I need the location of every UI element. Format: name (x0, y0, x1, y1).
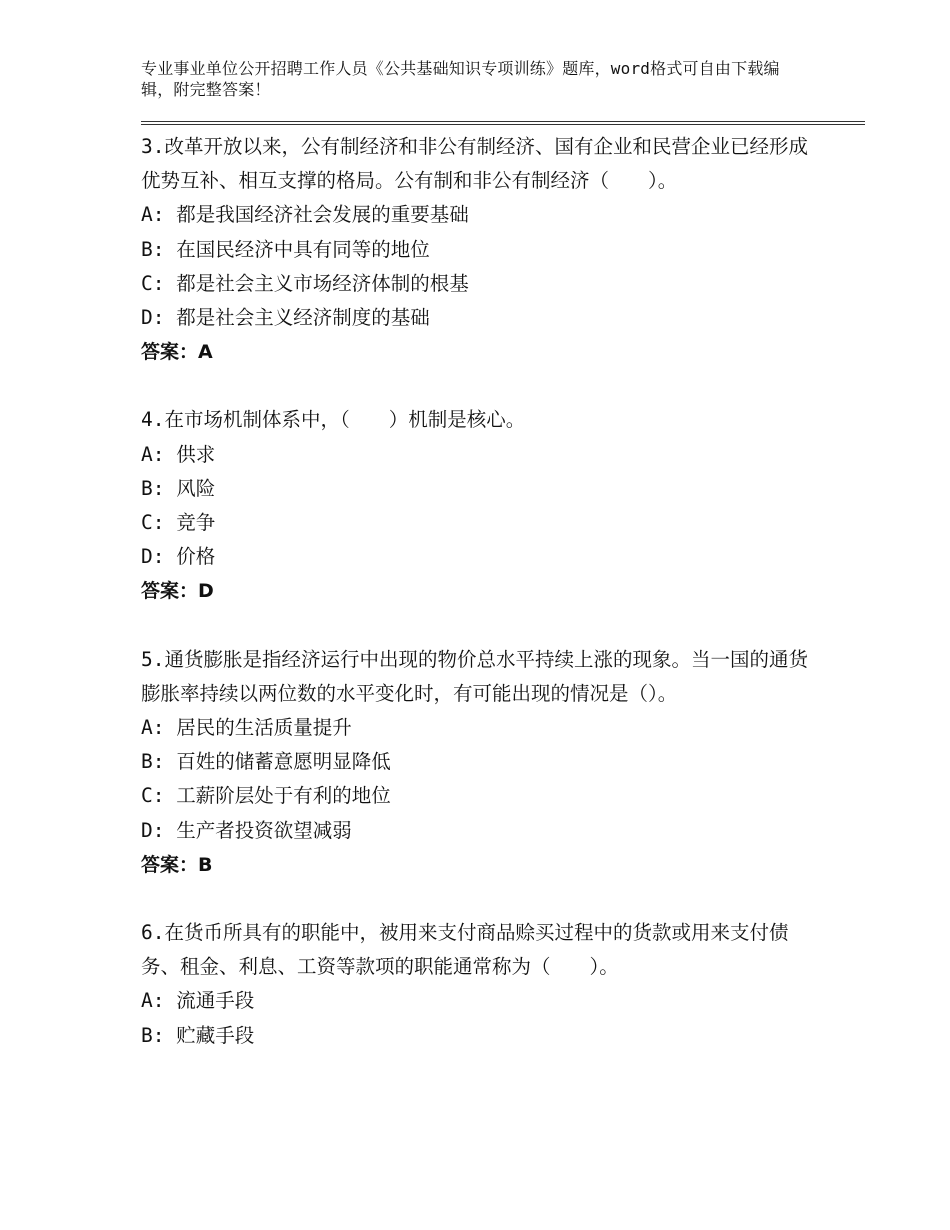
option-a: A: 居民的生活质量提升 (141, 716, 352, 740)
option-d: D: 价格 (141, 545, 216, 569)
option-a: A: 流通手段 (141, 989, 255, 1013)
question-list (141, 130, 811, 1087)
option-b: B: 贮藏手段 (141, 1023, 255, 1047)
header-divider-bottom (141, 124, 865, 125)
option-d: D: 生产者投资欲望减弱 (141, 818, 352, 842)
question-4 (141, 403, 811, 608)
question-5 (141, 643, 811, 882)
option-a: A: 供求 (141, 442, 216, 466)
answer-line: 答案：B (141, 853, 213, 876)
option-b: B: 在国民经济中具有同等的地位 (141, 237, 430, 261)
option-b: B: 百姓的储蓄意愿明显降低 (141, 750, 391, 774)
option-c: C: 竞争 (141, 511, 216, 535)
question-stem: 6.在货币所具有的职能中，被用来支付商品赊买过程中的货款或用来支付债务、租金、利息、工资等款项的职能通常称为（ ）。 (141, 921, 789, 979)
answer-line: 答案：D (141, 580, 214, 603)
question-3 (141, 130, 811, 369)
question-stem: 5.通货膨胀是指经济运行中出现的物价总水平持续上涨的现象。当一国的通货膨胀率持续以两位数的水平变化时，有可能出现的情况是（）。 (141, 647, 808, 705)
question-stem: 3.改革开放以来，公有制经济和非公有制经济、国有企业和民营企业已经形成优势互补、相互支撑的格局。公有制和非公有制经济（ ）。 (141, 135, 808, 193)
page-header: 专业事业单位公开招聘工作人员《公共基础知识专项训练》题库，word格式可自由下载编辑，附完整答案！ (141, 59, 780, 99)
question-stem: 4.在市场机制体系中，（ ）机制是核心。 (141, 408, 526, 432)
header-divider-top (141, 121, 865, 122)
option-d: D: 都是社会主义经济制度的基础 (141, 306, 430, 330)
answer-line: 答案：A (141, 341, 213, 364)
option-c: C: 都是社会主义市场经济体制的根基 (141, 271, 469, 295)
option-c: C: 工薪阶层处于有利的地位 (141, 784, 391, 808)
option-b: B: 风险 (141, 476, 216, 500)
option-a: A: 都是我国经济社会发展的重要基础 (141, 203, 469, 227)
question-6 (141, 916, 811, 1053)
